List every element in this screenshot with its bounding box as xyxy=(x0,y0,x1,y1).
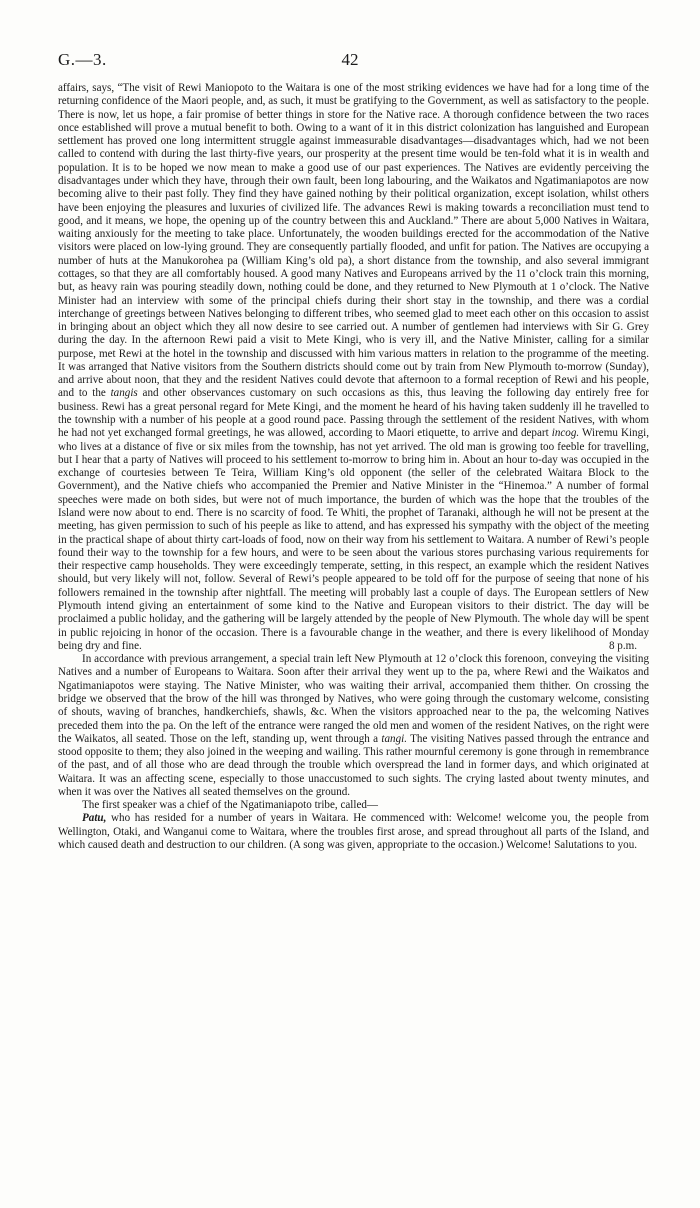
paragraph-text: affairs, says, “The visit of Rewi Maniopoto to the Waitara is one of the most striking evidences we have had for a long time of the returning confidence of the Maori people, and, as such, it must be gratifying to the Government, as well as satisfactory to the people. There is now, let us hope, a fair promise of better things in store for the Native race. A thorough confidence between the two races once established will prove a mutual benefit to both. Owing to a want of it in this district colonization has languished and European settlement has proved one long intermittent struggle against immeasurable disadvantages—disadvantages which, had we not been called to contend with during the last thirty-five years, our prosperity at the present time would be ten-fold what it is in wealth and population. It is to be hoped we now mean to make a good use of our past experiences. The Natives are evidently perceiving the disadvantages under which they have, through their own fault, been long labouring, and the Waikatos and Ngatimaniapotos are now becoming alive to their past folly. They find they have gained nothing by their political organization, except isolation, whilst others have been enjoying the pleasures and luxuries of civilized life. The advances Rewi is making towards a reconciliation must tend to good, and it means, we hope, the opening up of the country between this and Auckland.” There are about 5,000 Natives in Waitara, waiting anxiously for the meeting to take place. Unfortunately, the wooden buildings erected for the accommodation of the Native visitors were placed on low-lying ground. They are consequently partially flooded, and unfit for pation. The Natives are occupying a number of huts at the Manukorohea pa (William King’s old pa), a short distance from the township, and also several immigrant cottages, so that they are all comfortably housed. A good many Natives and Europeans arrived by the 11 o’clock train this morning, but, as heavy rain was pouring steadily down, nothing could be done, and they returned to New Plymouth at 1 o’clock. The Native Minister had an interview with some of the principal chiefs during their short stay in the township, and there was a cordial interchange of greetings between Natives belonging to different tribes, who seemed glad to meet each other on this occasion to assist in bringing about an object which they all now desire to see carried out. A number of gentlemen had interviews with Sir G. Grey during the day. In the afternoon Rewi paid a visit to Mete Kingi, who is very ill, and the Native Minister, calling for a similar purpose, met Rewi at the hotel in the township and discussed with him various matters in relation to the programme of the meeting. It was arranged that Native visitors from the Southern districts should come out by train from New Plymouth to-morrow (Sunday), and arrive about noon, that they and the resident Natives could devote that afternoon to a formal reception of Rewi and his people, and to the xyxy=(58,82,649,400)
paragraph-text: The visiting Natives passed through the entrance and stood opposite to them; they also joined in the weeping and wailing. This rather mournful ceremony is gone through in remembrance of the past, and of all those who are dead through the trouble which overspread the land in former days, and which originated at Waitara. It was an affecting scene, especially to those unaccustomed to such sights. The crying lasted about twenty minutes, and when it was over the Natives all seated themselves on the ground. xyxy=(58,732,650,798)
page-header xyxy=(58,50,642,72)
paragraph-first-speaker: The first speaker was a chief of the Ngatimaniapoto tribe, called— xyxy=(82,799,379,812)
italic-term: tangi. xyxy=(381,732,408,745)
page-number: 42 xyxy=(341,50,359,69)
dateline-time: 8 p.m. xyxy=(608,639,637,652)
paragraph-text: who has resided for a number of years in Waitara. He commenced with: Welcome! welcome you, the people from Wellington, Otaki, and Wanganui come to Waitara, where the troubles first arose, and spread throughout all parts of the Island, and which caused death and destruction to our children. (A song was given, appropriate to the occasion.) Welcome! Salutations to you. xyxy=(58,812,649,852)
paragraph-text: Wiremu Kingi, who lives at a distance of five or six miles from the township, has not yet arrived. The old man is growing too feeble for travelling, but I hear that a party of Natives will proceed to his settlement to-morrow to bring him in. About an hour to-day was occupied in the exchange of courtesies between Te Teira, William King’s old opponent (the seller of the celebrated Waitara Block to the Government), and the Native chiefs who accompanied the Premier and Native Minister in the “Hinemoa.” A number of formal speeches were made on both sides, but were not of much importance, the burden of which was the hope that the troubles of the Island were now about to end. There is no scarcity of food. Te Whiti, the prophet of Taranaki, although he will not be present at the meeting, has given permission to such of his peeple as like to attend, and has expressed his sympathy with the object of the meeting in the practical shape of about thirty cart-loads of food, now on their way from his settlement to Waitara. A number of Rewi’s people found their way to the township for a few hours, and were to be seen about the various stores purchasing various requirements for their respective camp households. They were exceedingly temperate, setting, in this respect, an example which the resident Natives should, but very likely will not, follow. Several of Rewi’s people appeared to be told off for the purpose of seeing that none of his followers remained in the township after nightfall. The meeting will probably last a couple of days. The European settlers of New Plymouth intend giving an entertainment of some kind to the Native and European visitors to their district. The day will be proclaimed a public holiday, and the gathering will be largely attended by the people of New Plymouth. The whole day will be spent in public rejoicing in honor of the occasion. There is a favourable change in the weather, and there is every likelihood of Monday being dry and fine. xyxy=(58,427,649,652)
italic-term: tangis xyxy=(110,387,138,400)
paragraph-speech xyxy=(58,812,649,852)
section-reference: G.—3. xyxy=(58,50,107,69)
speaker-name: Patu, xyxy=(82,812,107,825)
paragraph-text: and other observances customary on such occasions as this, thus leaving the following day entirely free for business. Rewi has a great personal regard for Mete Kingi, and the moment he heard of his having taken suddenly ill he travelled to the township with a number of his people at a good round pace. Passing through the settlement of the resident Natives, with whom he had not yet exchanged formal greetings, he was allowed, according to Maori etiquette, to arrive and depart xyxy=(58,387,649,440)
paragraph-text: In accordance with previous arrangement, a special train left New Plymouth at 12 o’clock this forenoon, conveying the visiting Natives and a number of Europeans to Waitara. Soon after their arrival they went up to the pa, where Rewi and the Waikatos and Ngatimaniapotos were staying. The Native Minister, who was waiting their arrival, accompanied them thither. On crossing the bridge we observed that the brow of the hill was thronged by Natives, who were going through the customary welcome, consisting of shouts, waving of branches, handkerchiefs, shawls, &c. When the visitors approached near to the pa, the welcoming Natives preceded them into the pa. On the left of the entrance were ranged the old men and women of the resident Natives, on the right were the Waikatos, all seated. Those on the left, standing up, went through a xyxy=(58,653,649,745)
article-body xyxy=(58,82,649,852)
italic-term: incog. xyxy=(551,427,580,440)
paragraph-arrival xyxy=(58,653,649,799)
paragraph-report xyxy=(58,82,649,653)
